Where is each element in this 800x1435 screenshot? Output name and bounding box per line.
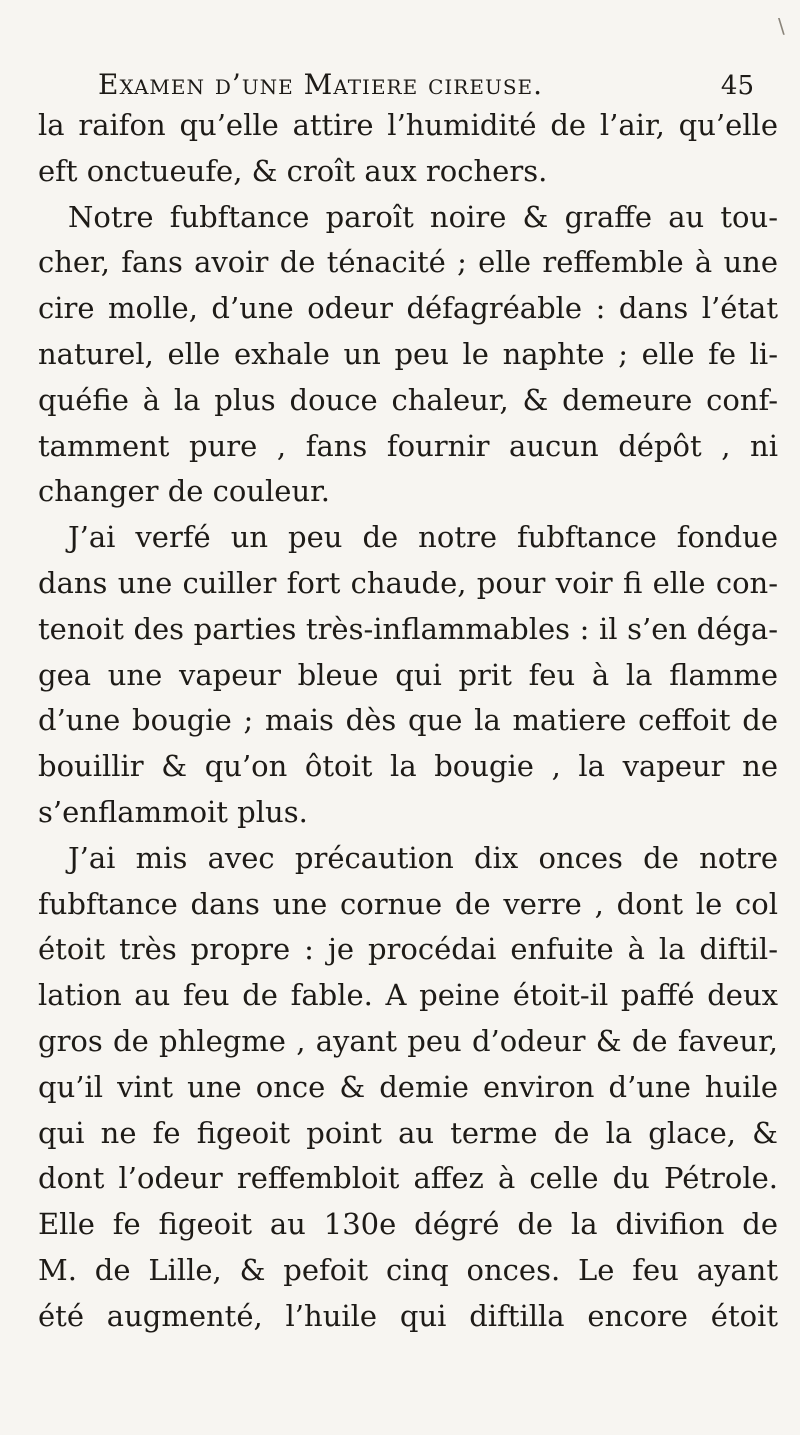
text-line: cire molle, d’une odeur défagréable : dans l’état	[38, 291, 778, 326]
text-line: tamment pure , fans fournir aucun dépôt , ni	[38, 428, 778, 463]
page-header	[38, 68, 774, 108]
text-line: dans une cuiller fort chaude, pour voir fi elle con-	[38, 565, 778, 600]
text-line: qu’il vint une once & demie environ d’une huile	[38, 1069, 778, 1104]
text-line: M. de Lille, & pefoit cinq onces. Le feu ayant	[38, 1252, 778, 1287]
text-line: eft onctueufe, & croît aux rochers.	[38, 153, 548, 188]
text-line: lation au feu de fable. A peine étoit-il paffé deux	[38, 978, 778, 1013]
text-line: J’ai mis avec précaution dix onces de notre	[68, 840, 778, 875]
text-line: Elle fe figeoit au 130e dégré de la divifion de	[38, 1207, 778, 1242]
page-number: 45	[720, 71, 754, 101]
text-line: changer de couleur.	[38, 474, 331, 509]
text-line: bouillir & qu’on ôtoit la bougie , la vapeur ne	[38, 749, 778, 784]
text-line: fubftance dans une cornue de verre , dont le col	[38, 886, 778, 921]
text-line: gea une vapeur bleue qui prit feu à la flamme	[38, 657, 778, 692]
text-line: J’ai verfé un peu de notre fubftance fondue	[68, 520, 778, 555]
text-line: Notre fubftance paroît noire & graffe au tou-	[68, 199, 778, 234]
text-line: naturel, elle exhale un peu le naphte ; elle fe li-	[38, 336, 778, 371]
text-line: d’une bougie ; mais dès que la matiere ceffoit de	[38, 703, 778, 738]
text-line: gros de phlegme , ayant peu d’odeur & de faveur,	[38, 1023, 778, 1058]
text-line: dont l’odeur reffembloit affez à celle du Pétrole.	[38, 1161, 778, 1196]
text-line: la raifon qu’elle attire l’humidité de l’air, qu’elle	[38, 108, 778, 142]
text-line: été augmenté, l’huile qui diftilla encore étoit	[38, 1298, 778, 1333]
text-line: quéfie à la plus douce chaleur, & demeure conf-	[38, 382, 778, 417]
text-line: cher, fans avoir de ténacité ; elle reffemble à une	[38, 245, 778, 280]
body-text	[38, 103, 778, 1340]
text-line: qui ne fe figeoit point au terme de la glace, &	[38, 1115, 778, 1150]
stray-mark: \	[778, 14, 785, 38]
text-line: étoit très propre : je procédai enfuite à la diftil-	[38, 932, 778, 967]
running-head: Examen d’une Matiere cireuse.	[98, 68, 544, 101]
text-line: s’enflammoit plus.	[38, 794, 308, 829]
text-line: tenoit des parties très-inflammables : il s’en déga-	[38, 611, 778, 646]
